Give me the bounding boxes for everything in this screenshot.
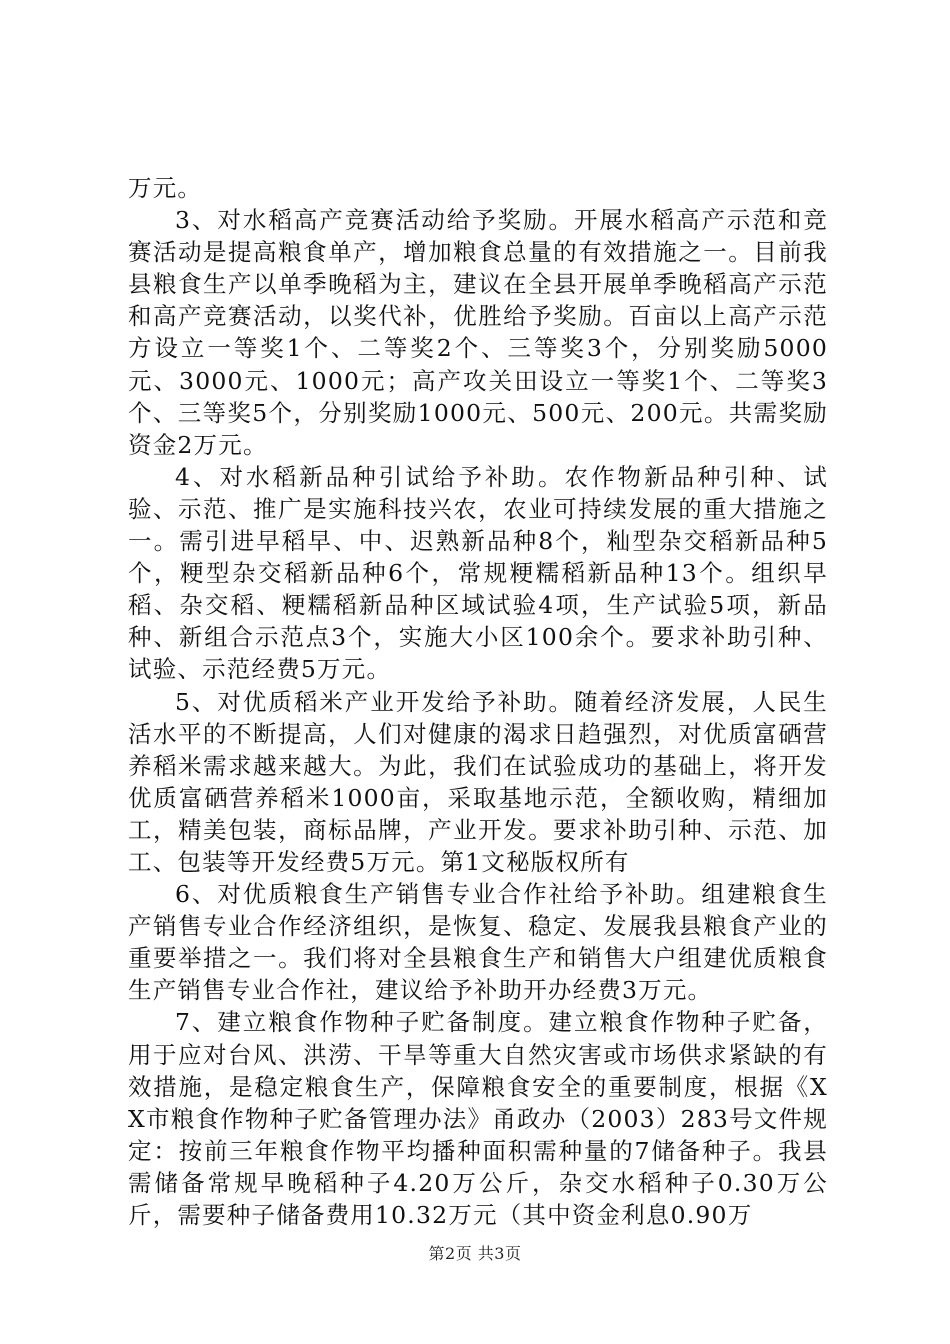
page-number-label: 第2页 共3页 bbox=[428, 1244, 522, 1263]
paragraph-item-5: 5、对优质稻米产业开发给予补助。随着经济发展，人民生活水平的不断提高，人们对健康的渴求日趋强烈，对优质富硒营养稻米需求越来越大。为此，我们在试验成功的基础上，将开发优质富硒营养稻米1000亩，采取基地示范，全额收购，精细加工，精美包装，商标品牌，产业开发。要求补助引种、示范、加工、包装等开发经费5万元。第1文秘版权所有 bbox=[128, 687, 828, 876]
paragraph-item-7: 7、建立粮食作物种子贮备制度。建立粮食作物种子贮备，用于应对台风、洪涝、干旱等重大自然灾害或市场供求紧缺的有效措施，是稳定粮食生产，保障粮食安全的重要制度，根据《XX市粮食作物种子贮备管理办法》甬政办（2003）283号文件规定：按前三年粮食作物平均播种面积需种量的7储备种子。我县需储备常规早晚稻种子4.20万公斤，杂交水稻种子0.30万公斤，需要种子储备费用10.32万元（其中资金利息0.90万 bbox=[128, 1008, 828, 1229]
paragraph-item-3: 3、对水稻高产竞赛活动给予奖励。开展水稻高产示范和竞赛活动是提高粮食单产，增加粮食总量的有效措施之一。目前我县粮食生产以单季晚稻为主，建议在全县开展单季晚稻高产示范和高产竞赛活动，以奖代补，优胜给予奖励。百亩以上高产示范方设立一等奖1个、二等奖2个、三等奖3个，分别奖励5000元、3000元、1000元；高产攻关田设立一等奖1个、二等奖3个、三等奖5个，分别奖励1000元、500元、200元。共需奖励资金2万元。 bbox=[128, 206, 828, 459]
paragraph-continuation: 万元。 bbox=[128, 174, 203, 202]
paragraph-item-4: 4、对水稻新品种引试给予补助。农作物新品种引种、试验、示范、推广是实施科技兴农，农业可持续发展的重大措施之一。需引进早稻早、中、迟熟新品种8个，籼型杂交稻新品种5个，粳型杂交稻新品种6个，常规粳糯稻新品种13个。组织早稻、杂交稻、粳糯稻新品种区域试验4项，生产试验5项，新品种、新组合示范点3个，实施大小区100余个。要求补助引种、试验、示范经费5万元。 bbox=[128, 462, 828, 684]
document-body bbox=[128, 172, 828, 1231]
paragraph-item-6: 6、对优质粮食生产销售专业合作社给予补助。组建粮食生产销售专业合作经济组织，是恢复、稳定、发展我县粮食产业的重要举措之一。我们将对全县粮食生产和销售大户组建优质粮食生产销售专业合作社，建议给予补助开办经费3万元。 bbox=[128, 880, 828, 1005]
page-footer bbox=[0, 1244, 950, 1264]
